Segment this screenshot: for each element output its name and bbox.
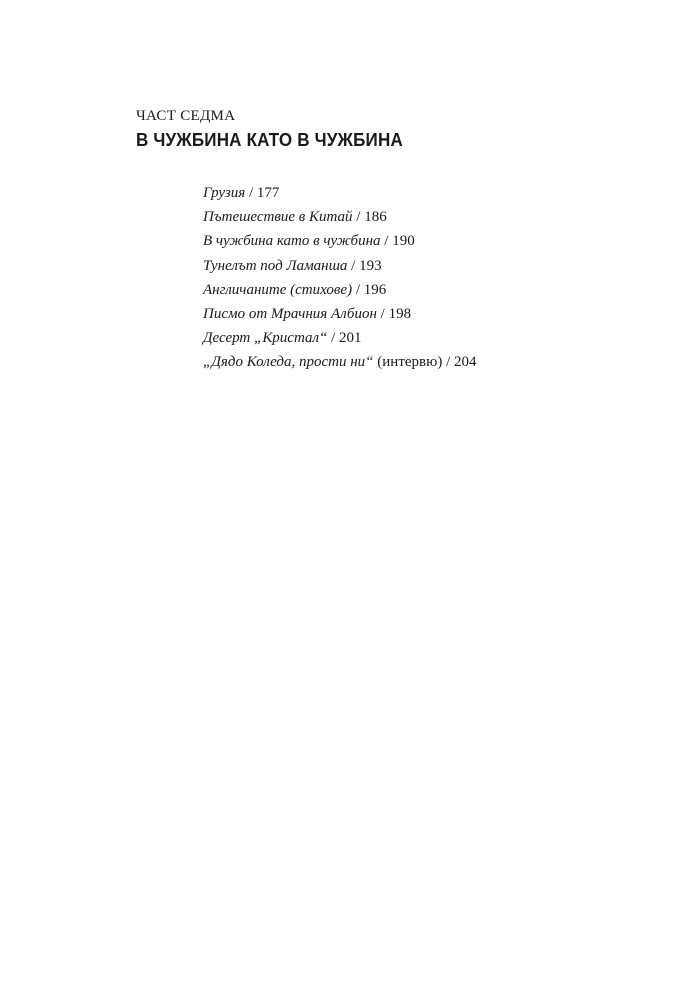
toc-entry-title: Тунелът под Ламанша: [203, 257, 348, 274]
toc-entry-page: 186: [364, 209, 387, 226]
toc-entry-page: 204: [454, 354, 477, 371]
toc-entry: [203, 278, 477, 302]
toc-entry-separator: /: [347, 257, 360, 274]
toc-entry: [203, 181, 477, 205]
toc-entry-title: Писмо от Мрачния Албион: [203, 305, 377, 322]
toc-entry-page: 177: [256, 185, 280, 201]
toc-entry-separator: /: [376, 305, 389, 322]
toc-entry-subtitle: (интервю): [373, 354, 443, 371]
table-of-contents: [203, 181, 477, 375]
toc-entry: [203, 254, 477, 278]
toc-entry-title: Грузия: [203, 185, 246, 201]
toc-entry: [203, 326, 477, 350]
toc-entry: [203, 205, 477, 229]
toc-entry-separator: /: [245, 185, 257, 201]
toc-entry-title: Англичаните (стихове): [203, 281, 353, 298]
toc-entry-page: 201: [339, 330, 362, 347]
toc-entry-separator: /: [442, 354, 454, 371]
toc-entry-page: 193: [359, 257, 382, 274]
toc-entry: [203, 302, 477, 326]
toc-entry-separator: /: [380, 233, 393, 250]
toc-entry-title: „Дядо Коледа, прости ни“: [203, 354, 374, 371]
toc-entry-page: 196: [363, 281, 387, 298]
toc-entry-page: 198: [388, 305, 412, 322]
toc-entry: [203, 229, 477, 253]
toc-entry: [203, 350, 477, 374]
toc-entry-title: В чужбина като в чужбина: [203, 233, 381, 250]
part-label: ЧАСТ СЕДМА: [136, 108, 236, 124]
toc-entry-page: 190: [392, 233, 415, 250]
toc-entry-separator: /: [352, 209, 365, 226]
toc-entry-title: Десерт „Кристал“: [203, 330, 328, 347]
part-title: В ЧУЖБИНА КАТО В ЧУЖБИНА: [136, 129, 403, 150]
toc-entry-title: Пътешествие в Китай: [203, 209, 353, 226]
toc-entry-separator: /: [327, 330, 340, 347]
toc-entry-separator: /: [352, 281, 364, 298]
